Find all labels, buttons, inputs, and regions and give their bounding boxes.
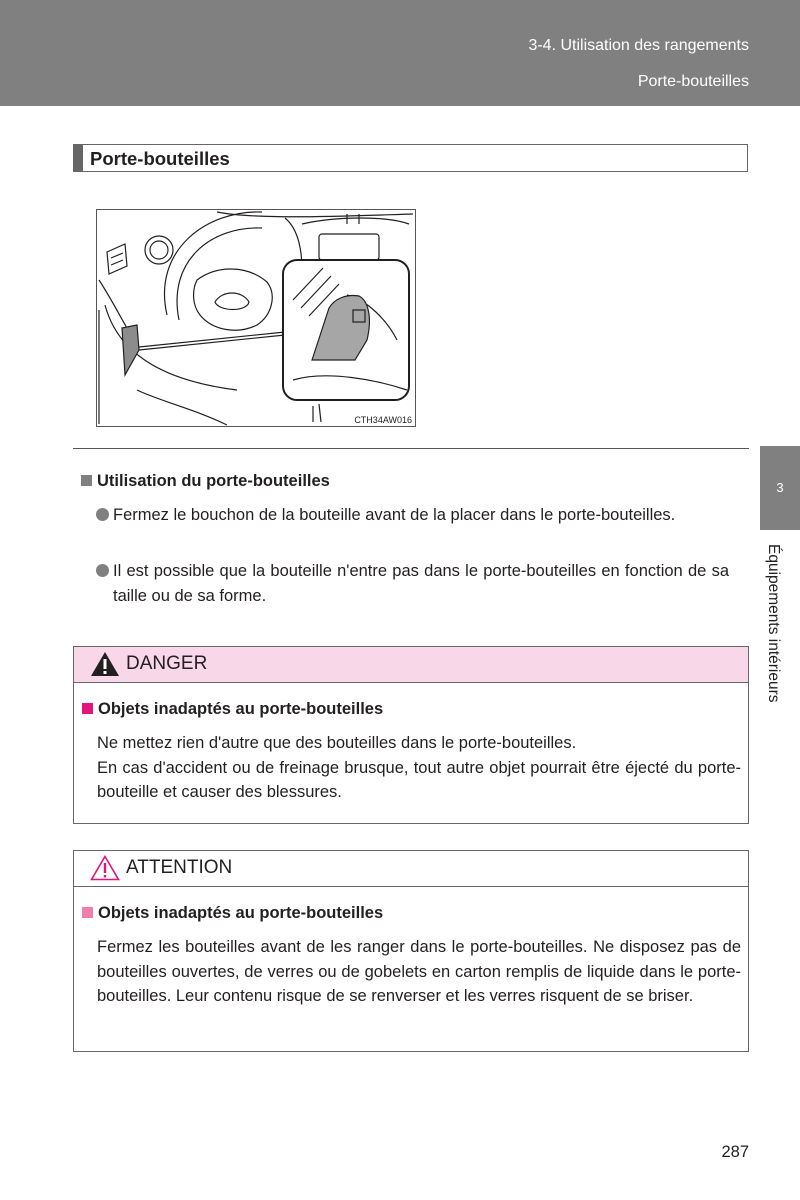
page-header	[0, 0, 800, 106]
caution-triangle-icon	[90, 855, 120, 881]
danger-subheading	[82, 700, 383, 719]
circle-bullet-icon	[96, 564, 109, 577]
square-bullet-icon	[82, 907, 93, 918]
warning-triangle-icon	[90, 651, 120, 677]
danger-title: DANGER	[126, 653, 208, 674]
bottle-holder-illustration	[96, 209, 416, 427]
chapter-label: Équipements intérieurs	[765, 544, 782, 703]
attention-header	[74, 851, 748, 887]
danger-box	[73, 646, 749, 824]
attention-text: Fermez les bouteilles avant de les ranger dans le porte-bouteilles. Ne disposez pas de bouteilles ouvertes, de verres ou de gobelets en carton remplis de liquide dans le porte-bouteilles. Leur contenu risque de se renverser et les verres risquent de se briser.	[97, 938, 741, 1005]
attention-subheading-text: Objets inadaptés au porte-bouteilles	[98, 904, 384, 922]
usage-heading	[81, 472, 330, 491]
danger-subheading-text: Objets inadaptés au porte-bouteilles	[98, 700, 384, 718]
danger-line-1: Ne mettez rien d'autre que des bouteilles dans le porte-bouteilles.	[97, 734, 577, 752]
usage-heading-text: Utilisation du porte-bouteilles	[97, 472, 330, 490]
usage-bullet-2	[96, 559, 729, 609]
attention-box	[73, 850, 749, 1052]
danger-line-2: En cas d'accident ou de freinage brusque, tout autre objet pourrait être éjecté du porte-bouteille et causer des blessures.	[97, 758, 741, 801]
chapter-section: 3-4. Utilisation des rangements	[528, 37, 749, 54]
attention-subheading	[82, 904, 383, 923]
danger-text	[97, 731, 741, 805]
circle-bullet-icon	[96, 508, 109, 521]
section-title: Porte-bouteilles	[90, 148, 230, 169]
page-topic: Porte-bouteilles	[637, 73, 749, 90]
section-title-box	[73, 144, 748, 172]
usage-bullet-1-text: Fermez le bouchon de la bouteille avant de la placer dans le porte-bouteilles.	[113, 506, 676, 524]
square-bullet-icon	[82, 703, 93, 714]
attention-title: ATTENTION	[126, 857, 233, 878]
dashboard-drawing	[97, 210, 415, 426]
section-divider	[73, 448, 749, 449]
title-accent-bar	[74, 145, 83, 171]
usage-bullet-2-text: Il est possible que la bouteille n'entre pas dans le porte-bouteilles en fonction de sa taille ou de sa forme.	[113, 562, 729, 605]
page-number: 287	[721, 1143, 749, 1161]
square-bullet-icon	[81, 475, 92, 486]
chapter-number: 3	[776, 480, 784, 495]
chapter-tab	[760, 446, 800, 530]
usage-bullet-1	[96, 503, 729, 528]
figure-code: CTH34AW016	[354, 415, 412, 425]
danger-header	[74, 647, 748, 683]
